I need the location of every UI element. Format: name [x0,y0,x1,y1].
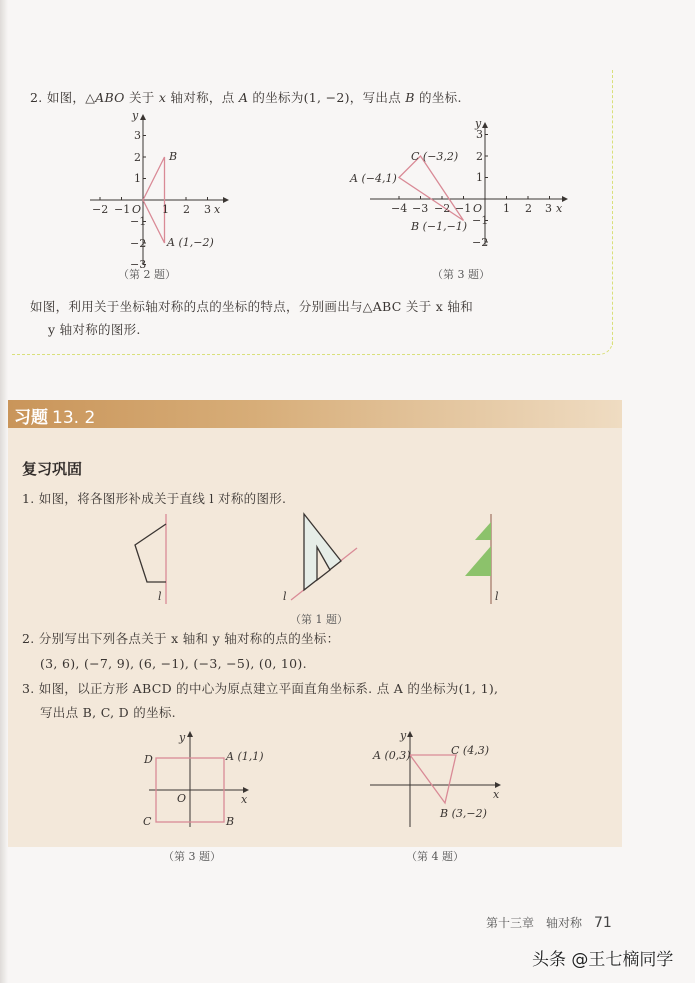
svg-text:−4: −4 [391,202,408,215]
figure-2-caption: （第 2 题） [118,268,176,281]
practice-box-border-right [612,70,613,345]
practice-box-border-corner [596,338,613,355]
page-number: 71 [594,915,612,931]
svg-text:C (4,3): C (4,3) [451,744,489,757]
figure-3-caption: （第 3 题） [432,268,490,281]
exercise-q1-text: 1. 如图，将各图形补成关于直线 l 对称的图形. [22,491,287,506]
practice-q2-text: 2. 如图，△ABO 关于 x 轴对称，点 A 的坐标为(1, −2)，写出点 B 的坐标. [30,90,462,105]
svg-text:−2: −2 [472,236,489,249]
figure-3-coordinate-plot [345,115,575,250]
svg-text:l: l [158,590,162,603]
section-title-review: 复习巩固 [22,460,83,478]
svg-text:2: 2 [134,151,141,164]
page-gutter-shadow [0,0,8,983]
svg-text:y: y [132,109,139,122]
svg-text:x: x [214,203,221,216]
svg-text:−2: −2 [130,237,147,250]
exercise-figure-4-caption: （第 4 题） [406,850,464,863]
svg-text:2: 2 [183,203,190,216]
exercise-q3-line1: 3. 如图，以正方形 ABCD 的中心为原点建立平面直角坐标系. 点 A 的坐标为(1, 1), [22,681,499,696]
svg-text:y: y [475,117,482,130]
exercise-figure-3-caption: （第 3 题） [163,850,221,863]
exercise-header-title: 习题 13. 2 [14,408,96,428]
page-footer [486,914,612,931]
watermark: 头条 @王七樀同学 [532,950,674,970]
svg-text:1: 1 [134,172,141,185]
svg-text:1: 1 [503,202,510,215]
svg-text:x: x [493,788,500,801]
svg-text:x: x [241,793,248,806]
svg-text:A (1,−2): A (1,−2) [167,236,214,249]
svg-text:y: y [400,729,407,742]
svg-text:C (−3,2): C (−3,2) [411,150,459,163]
svg-text:−1: −1 [114,203,131,216]
svg-text:3: 3 [545,202,552,215]
svg-text:B (3,−2): B (3,−2) [440,807,487,820]
svg-text:O: O [177,792,187,805]
exercise-header-bar [8,400,622,428]
exercise-figure-3-square [135,727,275,827]
practice-q3-line2: y 轴对称的图形. [48,322,141,337]
svg-text:O: O [132,203,142,216]
svg-text:A (1,1): A (1,1) [226,750,264,763]
svg-text:3: 3 [476,128,483,141]
svg-text:l: l [495,590,499,603]
svg-text:l: l [283,590,287,603]
svg-text:y: y [179,731,186,744]
svg-text:−1: −1 [472,214,489,227]
svg-text:2: 2 [525,202,532,215]
practice-box-border-bottom [12,354,600,355]
exercise-q2-line2: (3, 6), (−7, 9), (6, −1), (−3, −5), (0, 10). [40,656,307,671]
figure-2-coordinate-plot [80,105,240,275]
svg-text:O: O [473,202,483,215]
svg-text:−3: −3 [130,258,147,271]
svg-text:C: C [143,815,152,827]
figure-1-caption: （第 1 题） [290,613,348,626]
svg-text:−3: −3 [412,202,429,215]
svg-text:−1: −1 [455,202,472,215]
svg-text:2: 2 [476,150,483,163]
svg-text:A (0,3): A (0,3) [373,749,411,762]
svg-text:3: 3 [204,203,211,216]
svg-text:B: B [226,815,235,827]
svg-text:B: B [169,150,178,163]
svg-text:1: 1 [476,171,483,184]
svg-text:B (−1,−1): B (−1,−1) [411,220,468,233]
exercise-figure-1 [125,512,505,604]
svg-text:1: 1 [162,203,169,216]
svg-text:A (−4,1): A (−4,1) [350,172,397,185]
exercise-figure-4-triangle [365,727,505,827]
exercise-q3-line2: 写出点 B, C, D 的坐标. [40,705,176,720]
exercise-q2-line1: 2. 分别写出下列各点关于 x 轴和 y 轴对称的点的坐标： [22,631,340,646]
chapter-label: 第十三章 轴对称 [486,916,583,930]
svg-text:−2: −2 [92,203,109,216]
practice-q3-line1: 如图，利用关于坐标轴对称的点的坐标的特点，分别画出与△ABC 关于 x 轴和 [30,299,473,314]
svg-text:−2: −2 [434,202,451,215]
svg-text:−1: −1 [130,215,147,228]
svg-text:x: x [556,202,563,215]
svg-text:3: 3 [134,129,141,142]
svg-text:D: D [144,753,153,766]
